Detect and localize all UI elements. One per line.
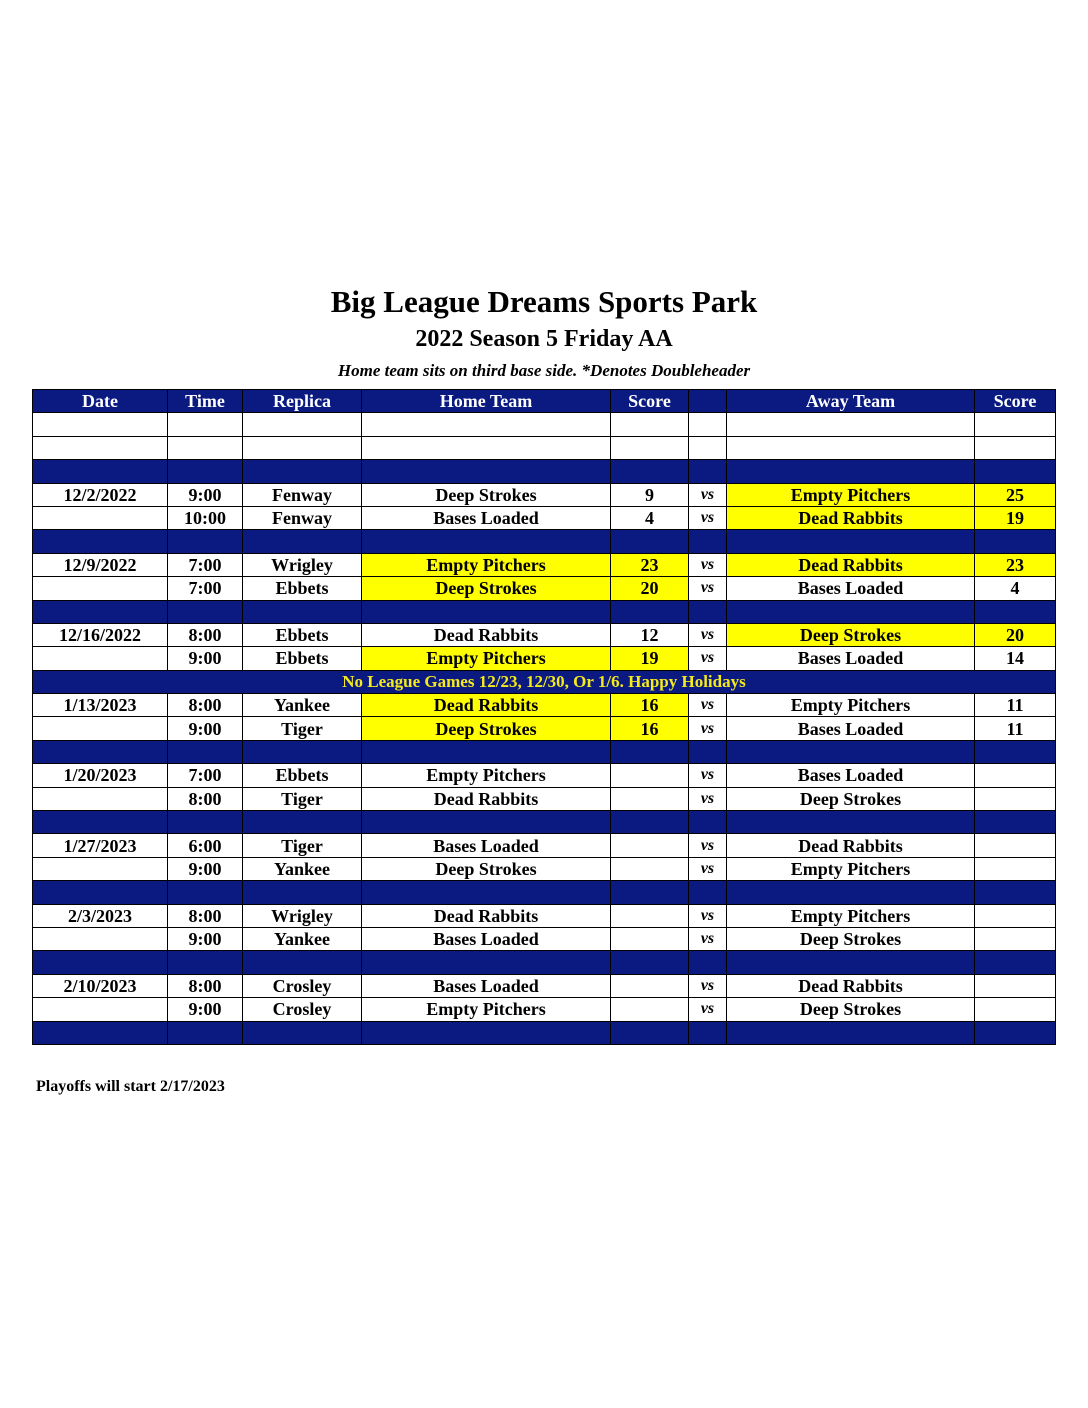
away-team-cell: Dead Rabbits bbox=[727, 834, 975, 857]
replica-cell: Yankee bbox=[243, 857, 362, 880]
vs-cell bbox=[689, 881, 727, 904]
blank-row bbox=[33, 436, 1056, 459]
away-score-cell bbox=[975, 460, 1056, 483]
home-team-cell: Bases Loaded bbox=[362, 927, 611, 950]
replica-cell bbox=[243, 600, 362, 623]
holiday-notice-row bbox=[33, 670, 1056, 693]
replica-cell bbox=[243, 413, 362, 436]
date-cell: 12/2/2022 bbox=[33, 483, 168, 506]
time-cell bbox=[168, 600, 243, 623]
separator-row bbox=[33, 881, 1056, 904]
home-team-cell bbox=[362, 881, 611, 904]
date-cell bbox=[33, 530, 168, 553]
home-team-cell: Empty Pitchers bbox=[362, 998, 611, 1021]
replica-cell bbox=[243, 951, 362, 974]
home-team-cell: Dead Rabbits bbox=[362, 623, 611, 646]
away-team-cell: Empty Pitchers bbox=[727, 483, 975, 506]
away-score-cell: 11 bbox=[975, 717, 1056, 740]
home-team-cell: Dead Rabbits bbox=[362, 787, 611, 810]
time-cell: 8:00 bbox=[168, 623, 243, 646]
schedule-table bbox=[32, 389, 1056, 1045]
date-cell: 12/16/2022 bbox=[33, 623, 168, 646]
away-team-cell bbox=[727, 600, 975, 623]
time-cell: 9:00 bbox=[168, 647, 243, 670]
time-cell bbox=[168, 1021, 243, 1044]
separator-row bbox=[33, 951, 1056, 974]
replica-cell bbox=[243, 811, 362, 834]
home-score-cell: 16 bbox=[611, 717, 689, 740]
home-score-cell bbox=[611, 951, 689, 974]
home-team-cell bbox=[362, 1021, 611, 1044]
away-team-cell: Dead Rabbits bbox=[727, 974, 975, 997]
vs-cell bbox=[689, 951, 727, 974]
away-score-cell bbox=[975, 811, 1056, 834]
replica-cell: Wrigley bbox=[243, 904, 362, 927]
time-cell: 8:00 bbox=[168, 904, 243, 927]
date-cell: 12/9/2022 bbox=[33, 553, 168, 576]
time-cell: 10:00 bbox=[168, 506, 243, 529]
separator-row bbox=[33, 530, 1056, 553]
home-score-cell bbox=[611, 764, 689, 787]
date-cell bbox=[33, 717, 168, 740]
table-row bbox=[33, 506, 1056, 529]
time-cell: 7:00 bbox=[168, 553, 243, 576]
home-score-cell bbox=[611, 834, 689, 857]
separator-row bbox=[33, 600, 1056, 623]
away-team-cell bbox=[727, 436, 975, 459]
date-cell: 2/3/2023 bbox=[33, 904, 168, 927]
away-team-cell: Empty Pitchers bbox=[727, 694, 975, 717]
date-cell: 2/10/2023 bbox=[33, 974, 168, 997]
replica-cell bbox=[243, 1021, 362, 1044]
time-cell: 9:00 bbox=[168, 927, 243, 950]
separator-row bbox=[33, 740, 1056, 763]
column-header-home-score: Score bbox=[611, 390, 689, 413]
replica-cell: Ebbets bbox=[243, 647, 362, 670]
home-team-cell bbox=[362, 951, 611, 974]
home-team-cell: Dead Rabbits bbox=[362, 904, 611, 927]
away-team-cell: Dead Rabbits bbox=[727, 506, 975, 529]
vs-cell bbox=[689, 530, 727, 553]
time-cell: 7:00 bbox=[168, 764, 243, 787]
away-score-cell: 11 bbox=[975, 694, 1056, 717]
home-team-cell: Bases Loaded bbox=[362, 506, 611, 529]
away-score-cell: 19 bbox=[975, 506, 1056, 529]
date-cell bbox=[33, 857, 168, 880]
away-score-cell bbox=[975, 881, 1056, 904]
table-row bbox=[33, 647, 1056, 670]
table-row bbox=[33, 717, 1056, 740]
table-row bbox=[33, 577, 1056, 600]
home-team-cell bbox=[362, 436, 611, 459]
home-score-cell bbox=[611, 600, 689, 623]
replica-cell bbox=[243, 530, 362, 553]
date-cell bbox=[33, 600, 168, 623]
table-row bbox=[33, 787, 1056, 810]
away-team-cell: Empty Pitchers bbox=[727, 904, 975, 927]
away-team-cell bbox=[727, 811, 975, 834]
home-team-cell bbox=[362, 811, 611, 834]
home-score-cell: 23 bbox=[611, 553, 689, 576]
away-score-cell bbox=[975, 951, 1056, 974]
home-score-cell: 4 bbox=[611, 506, 689, 529]
home-score-cell bbox=[611, 413, 689, 436]
away-team-cell: Bases Loaded bbox=[727, 717, 975, 740]
table-row bbox=[33, 857, 1056, 880]
vs-cell: vs bbox=[689, 904, 727, 927]
home-team-cell bbox=[362, 460, 611, 483]
time-cell bbox=[168, 811, 243, 834]
replica-cell: Tiger bbox=[243, 717, 362, 740]
away-score-cell bbox=[975, 436, 1056, 459]
home-score-cell bbox=[611, 740, 689, 763]
vs-cell: vs bbox=[689, 834, 727, 857]
vs-cell: vs bbox=[689, 927, 727, 950]
replica-cell: Ebbets bbox=[243, 623, 362, 646]
away-team-cell bbox=[727, 460, 975, 483]
away-score-cell bbox=[975, 927, 1056, 950]
table-row bbox=[33, 553, 1056, 576]
time-cell: 8:00 bbox=[168, 974, 243, 997]
home-score-cell bbox=[611, 530, 689, 553]
away-team-cell: Deep Strokes bbox=[727, 998, 975, 1021]
replica-cell: Tiger bbox=[243, 787, 362, 810]
table-row bbox=[33, 974, 1056, 997]
replica-cell: Fenway bbox=[243, 506, 362, 529]
vs-cell: vs bbox=[689, 506, 727, 529]
home-team-cell bbox=[362, 530, 611, 553]
home-score-cell bbox=[611, 904, 689, 927]
vs-cell bbox=[689, 436, 727, 459]
vs-cell: vs bbox=[689, 553, 727, 576]
away-score-cell: 25 bbox=[975, 483, 1056, 506]
away-team-cell bbox=[727, 951, 975, 974]
vs-cell bbox=[689, 1021, 727, 1044]
column-header-away-team: Away Team bbox=[727, 390, 975, 413]
date-cell bbox=[33, 1021, 168, 1044]
home-team-cell: Bases Loaded bbox=[362, 974, 611, 997]
time-cell: 6:00 bbox=[168, 834, 243, 857]
away-team-cell bbox=[727, 413, 975, 436]
date-cell bbox=[33, 881, 168, 904]
away-team-cell bbox=[727, 1021, 975, 1044]
away-score-cell bbox=[975, 974, 1056, 997]
replica-cell: Ebbets bbox=[243, 764, 362, 787]
home-score-cell: 16 bbox=[611, 694, 689, 717]
time-cell bbox=[168, 460, 243, 483]
home-score-cell bbox=[611, 1021, 689, 1044]
home-team-cell: Deep Strokes bbox=[362, 577, 611, 600]
vs-cell bbox=[689, 811, 727, 834]
date-cell bbox=[33, 506, 168, 529]
column-header-vs bbox=[689, 390, 727, 413]
home-score-cell bbox=[611, 998, 689, 1021]
vs-cell: vs bbox=[689, 974, 727, 997]
vs-cell: vs bbox=[689, 483, 727, 506]
replica-cell bbox=[243, 881, 362, 904]
away-score-cell bbox=[975, 530, 1056, 553]
date-cell: 1/20/2023 bbox=[33, 764, 168, 787]
home-score-cell: 19 bbox=[611, 647, 689, 670]
away-team-cell: Bases Loaded bbox=[727, 764, 975, 787]
home-team-cell bbox=[362, 413, 611, 436]
home-score-cell bbox=[611, 787, 689, 810]
away-score-cell: 20 bbox=[975, 623, 1056, 646]
away-team-cell: Empty Pitchers bbox=[727, 857, 975, 880]
vs-cell: vs bbox=[689, 764, 727, 787]
replica-cell: Crosley bbox=[243, 974, 362, 997]
replica-cell: Wrigley bbox=[243, 553, 362, 576]
time-cell: 9:00 bbox=[168, 998, 243, 1021]
away-score-cell bbox=[975, 787, 1056, 810]
time-cell: 7:00 bbox=[168, 577, 243, 600]
away-score-cell: 4 bbox=[975, 577, 1056, 600]
vs-cell: vs bbox=[689, 694, 727, 717]
home-team-cell bbox=[362, 600, 611, 623]
replica-cell: Yankee bbox=[243, 927, 362, 950]
vs-cell: vs bbox=[689, 998, 727, 1021]
away-score-cell bbox=[975, 413, 1056, 436]
date-cell bbox=[33, 436, 168, 459]
replica-cell: Ebbets bbox=[243, 577, 362, 600]
date-cell bbox=[33, 460, 168, 483]
page-title: Big League Dreams Sports Park bbox=[330, 284, 758, 319]
table-row bbox=[33, 834, 1056, 857]
date-cell bbox=[33, 647, 168, 670]
home-team-cell: Deep Strokes bbox=[362, 483, 611, 506]
date-cell bbox=[33, 951, 168, 974]
date-cell bbox=[33, 927, 168, 950]
date-cell bbox=[33, 811, 168, 834]
replica-cell: Tiger bbox=[243, 834, 362, 857]
footer-note: Playoffs will start 2/17/2023 bbox=[36, 1078, 225, 1095]
away-team-cell bbox=[727, 740, 975, 763]
replica-cell bbox=[243, 460, 362, 483]
away-score-cell: 23 bbox=[975, 553, 1056, 576]
away-score-cell bbox=[975, 834, 1056, 857]
date-cell bbox=[33, 740, 168, 763]
vs-cell: vs bbox=[689, 787, 727, 810]
away-team-cell: Bases Loaded bbox=[727, 577, 975, 600]
home-team-cell: Empty Pitchers bbox=[362, 647, 611, 670]
home-team-cell: Deep Strokes bbox=[362, 857, 611, 880]
table-header-row bbox=[33, 390, 1056, 413]
column-header-date: Date bbox=[33, 390, 168, 413]
date-cell bbox=[33, 577, 168, 600]
away-score-cell bbox=[975, 857, 1056, 880]
page-subtitle: 2022 Season 5 Friday AA bbox=[415, 326, 673, 352]
away-score-cell: 14 bbox=[975, 647, 1056, 670]
replica-cell: Yankee bbox=[243, 694, 362, 717]
replica-cell: Fenway bbox=[243, 483, 362, 506]
vs-cell: vs bbox=[689, 717, 727, 740]
away-team-cell: Deep Strokes bbox=[727, 927, 975, 950]
vs-cell bbox=[689, 600, 727, 623]
time-cell: 9:00 bbox=[168, 483, 243, 506]
table-row bbox=[33, 927, 1056, 950]
home-score-cell bbox=[611, 974, 689, 997]
table-row bbox=[33, 483, 1056, 506]
separator-row bbox=[33, 811, 1056, 834]
away-team-cell: Dead Rabbits bbox=[727, 553, 975, 576]
vs-cell: vs bbox=[689, 857, 727, 880]
column-header-replica: Replica bbox=[243, 390, 362, 413]
replica-cell bbox=[243, 436, 362, 459]
column-header-home-team: Home Team bbox=[362, 390, 611, 413]
table-row bbox=[33, 623, 1056, 646]
away-score-cell bbox=[975, 740, 1056, 763]
away-team-cell: Deep Strokes bbox=[727, 787, 975, 810]
home-score-cell bbox=[611, 460, 689, 483]
time-cell: 8:00 bbox=[168, 694, 243, 717]
time-cell bbox=[168, 530, 243, 553]
table-row bbox=[33, 998, 1056, 1021]
separator-row bbox=[33, 1021, 1056, 1044]
time-cell bbox=[168, 881, 243, 904]
date-cell: 1/27/2023 bbox=[33, 834, 168, 857]
vs-cell: vs bbox=[689, 577, 727, 600]
time-cell: 9:00 bbox=[168, 717, 243, 740]
table-row bbox=[33, 694, 1056, 717]
vs-cell: vs bbox=[689, 647, 727, 670]
date-cell bbox=[33, 413, 168, 436]
home-team-cell: Dead Rabbits bbox=[362, 694, 611, 717]
away-score-cell bbox=[975, 904, 1056, 927]
blank-row bbox=[33, 413, 1056, 436]
schedule-body bbox=[33, 413, 1056, 1045]
table-row bbox=[33, 764, 1056, 787]
time-cell: 9:00 bbox=[168, 857, 243, 880]
replica-cell bbox=[243, 740, 362, 763]
home-score-cell: 12 bbox=[611, 623, 689, 646]
replica-cell: Crosley bbox=[243, 998, 362, 1021]
away-score-cell bbox=[975, 998, 1056, 1021]
home-score-cell bbox=[611, 927, 689, 950]
date-cell bbox=[33, 998, 168, 1021]
home-score-cell bbox=[611, 811, 689, 834]
vs-cell bbox=[689, 460, 727, 483]
home-score-cell: 9 bbox=[611, 483, 689, 506]
home-team-cell: Deep Strokes bbox=[362, 717, 611, 740]
away-team-cell bbox=[727, 881, 975, 904]
home-score-cell bbox=[611, 881, 689, 904]
away-team-cell: Deep Strokes bbox=[727, 623, 975, 646]
home-score-cell: 20 bbox=[611, 577, 689, 600]
home-team-cell: Bases Loaded bbox=[362, 834, 611, 857]
away-team-cell bbox=[727, 530, 975, 553]
date-cell: 1/13/2023 bbox=[33, 694, 168, 717]
vs-cell: vs bbox=[689, 623, 727, 646]
away-score-cell bbox=[975, 1021, 1056, 1044]
home-team-cell: Empty Pitchers bbox=[362, 764, 611, 787]
home-team-cell: Empty Pitchers bbox=[362, 553, 611, 576]
away-score-cell bbox=[975, 764, 1056, 787]
page-note: Home team sits on third base side. *Denotes Doubleheader bbox=[337, 361, 751, 380]
away-team-cell: Bases Loaded bbox=[727, 647, 975, 670]
home-team-cell bbox=[362, 740, 611, 763]
away-score-cell bbox=[975, 600, 1056, 623]
holiday-notice: No League Games 12/23, 12/30, Or 1/6. Happy Holidays bbox=[33, 670, 1056, 693]
time-cell: 8:00 bbox=[168, 787, 243, 810]
vs-cell bbox=[689, 740, 727, 763]
home-score-cell bbox=[611, 436, 689, 459]
separator-row bbox=[33, 460, 1056, 483]
table-row bbox=[33, 904, 1056, 927]
column-header-away-score: Score bbox=[975, 390, 1056, 413]
vs-cell bbox=[689, 413, 727, 436]
home-score-cell bbox=[611, 857, 689, 880]
time-cell bbox=[168, 951, 243, 974]
time-cell bbox=[168, 413, 243, 436]
time-cell bbox=[168, 436, 243, 459]
date-cell bbox=[33, 787, 168, 810]
time-cell bbox=[168, 740, 243, 763]
column-header-time: Time bbox=[168, 390, 243, 413]
